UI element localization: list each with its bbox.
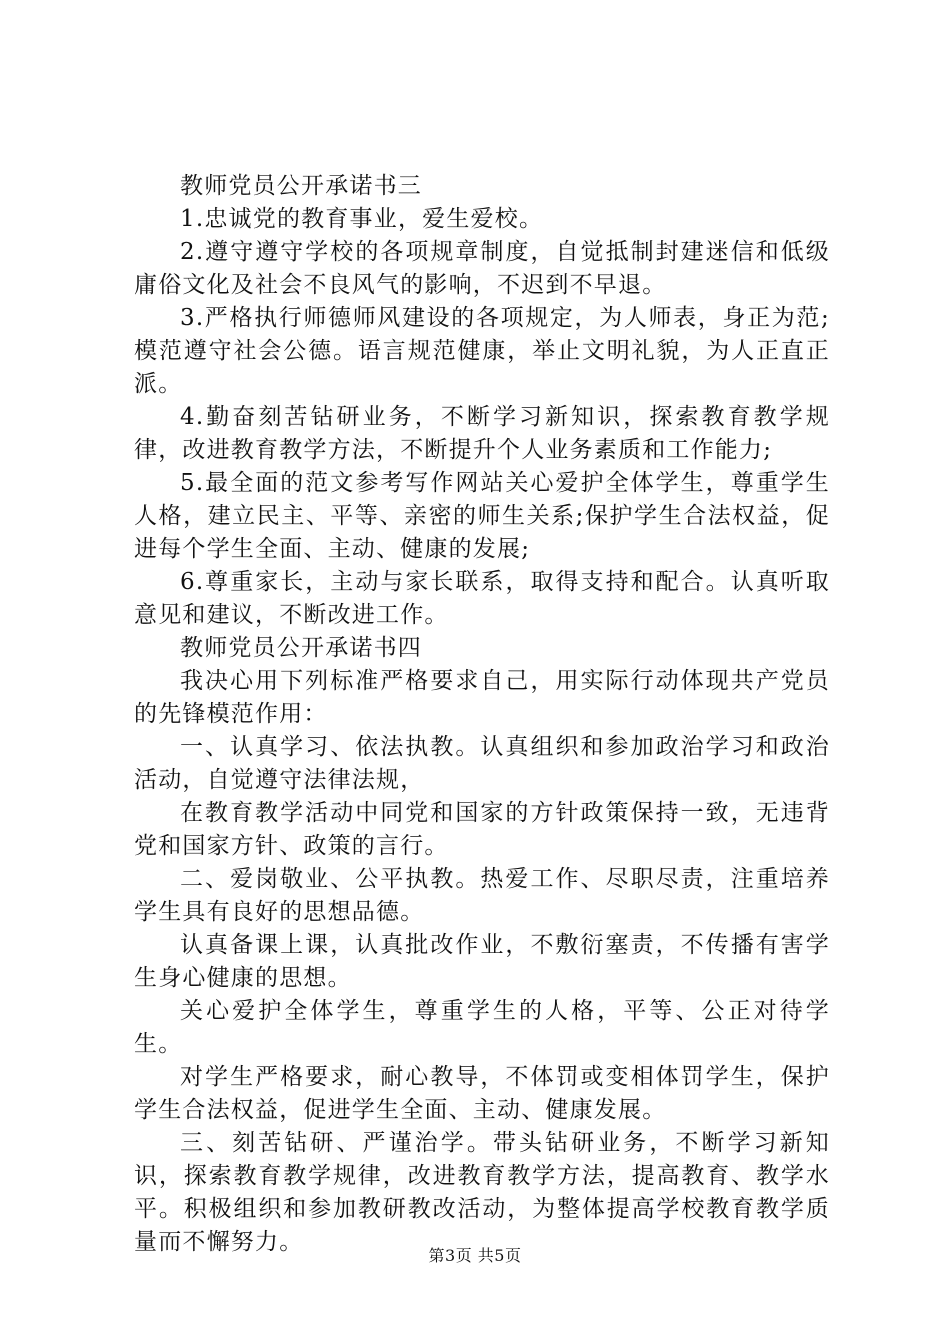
paragraph: 3.严格执行师德师风建设的各项规定，为人师表，身正为范;模范遵守社会公德。语言规范健康，举止文明礼貌，为人正直正派。 — [134, 305, 830, 397]
paragraph: 6.尊重家长，主动与家长联系，取得支持和配合。认真听取意见和建议，不断改进工作。 — [134, 569, 830, 628]
paragraph: 对学生严格要求，耐心教导，不体罚或变相体罚学生，保护学生合法权益，促进学生全面、主动、健康发展。 — [134, 1064, 830, 1123]
paragraph: 在教育教学活动中同党和国家的方针政策保持一致，无违背党和国家方针、政策的言行。 — [134, 800, 830, 859]
section-heading-4: 教师党员公开承诺书四 — [180, 635, 422, 661]
paragraph: 二、爱岗敬业、公平执教。热爱工作、尽职尽责，注重培养学生具有良好的思想品德。 — [134, 866, 830, 925]
paragraph: 2.遵守遵守学校的各项规章制度，自觉抵制封建迷信和低级庸俗文化及社会不良风气的影响，不迟到不早退。 — [134, 239, 830, 298]
section-heading-3: 教师党员公开承诺书三 — [180, 173, 422, 199]
page-number-footer: 第3页 共5页 — [428, 1246, 522, 1265]
document-body — [134, 170, 830, 1259]
paragraph: 5.最全面的范文参考写作网站关心爱护全体学生，尊重学生人格，建立民主、平等、亲密的师生关系;保护学生合法权益，促进每个学生全面、主动、健康的发展; — [134, 470, 830, 562]
paragraph: 1.忠诚党的教育事业，爱生爱校。 — [180, 206, 544, 232]
paragraph: 认真备课上课，认真批改作业，不敷衍塞责，不传播有害学生身心健康的思想。 — [134, 932, 830, 991]
paragraph: 三、刻苦钻研、严谨治学。带头钻研业务，不断学习新知识，探索教育教学规律，改进教育教学方法，提高教育、教学水平。积极组织和参加教研教改活动，为整体提高学校教育教学质量而不懈努力。 — [134, 1130, 830, 1255]
paragraph: 关心爱护全体学生，尊重学生的人格，平等、公正对待学生。 — [134, 998, 830, 1057]
paragraph: 4.勤奋刻苦钻研业务，不断学习新知识，探索教育教学规律，改进教育教学方法，不断提升个人业务素质和工作能力; — [134, 404, 830, 463]
paragraph: 我决心用下列标准严格要求自己，用实际行动体现共产党员的先锋模范作用： — [134, 668, 830, 727]
paragraph: 一、认真学习、依法执教。认真组织和参加政治学习和政治活动，自觉遵守法律法规， — [134, 734, 830, 793]
